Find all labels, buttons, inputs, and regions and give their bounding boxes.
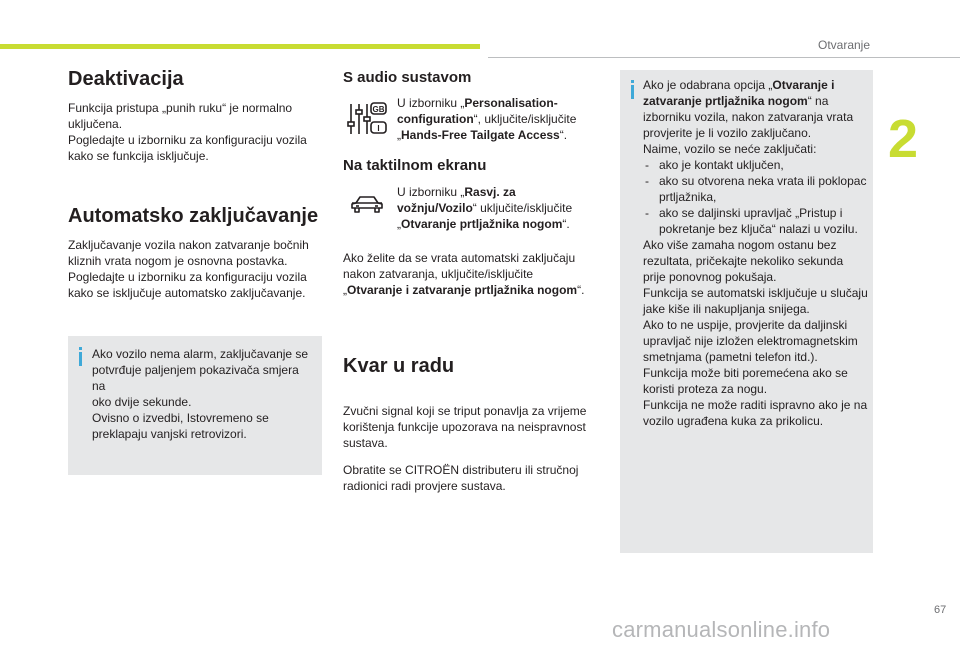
text-line: vozilo ugrađena kuka za prikolicu. xyxy=(643,414,824,428)
text-line: sustava. xyxy=(343,436,388,450)
text-line: koristi proteza za nogu. xyxy=(643,382,768,396)
text-line: Zaključavanje vozila nakon zatvaranje bočnih xyxy=(68,238,309,252)
text-line: prtljažnika, xyxy=(659,190,717,204)
text-line: radionici radi provjere sustava. xyxy=(343,479,506,493)
menu-name: configuration xyxy=(397,112,474,126)
list-item xyxy=(643,173,869,205)
option-name: Otvaranje prtljažnika nogom xyxy=(401,217,563,231)
text-fragment: „ xyxy=(397,128,401,142)
list-item xyxy=(643,157,869,173)
alarm-info-note xyxy=(68,336,322,475)
text-line: provjerite je li vozilo zaključano. xyxy=(643,126,812,140)
text-fragment: U izborniku „ xyxy=(397,185,465,199)
section-label: Otvaranje xyxy=(818,38,871,52)
fault-paragraph-2 xyxy=(343,462,603,494)
note-text xyxy=(92,346,312,442)
list-item xyxy=(643,205,869,237)
option-name: zatvaranje prtljažnika nogom xyxy=(643,94,808,108)
note-text xyxy=(643,77,869,429)
text-line: pokretanje bez ključa“ nalazi u vozilu. xyxy=(659,222,858,236)
text-line: upravljač nije izložen elektromagnetskim xyxy=(643,334,858,348)
option-name: Otvaranje i zatvaranje prtljažnika nogom xyxy=(347,283,578,297)
text-fragment: “. xyxy=(559,128,568,142)
text-fragment: „ xyxy=(343,283,347,297)
text-line: izborniku vozila, nakon zatvaranja vrata xyxy=(643,110,854,124)
deaktivacija-text xyxy=(68,100,318,164)
header-accent-bar xyxy=(0,44,480,49)
text-line: kliznih vrata nogom je osnovna postavka. xyxy=(68,254,288,268)
menu-name: vožnju/Vozilo xyxy=(397,201,473,215)
text-line: Funkcija može biti poremećena ako se xyxy=(643,366,848,380)
text-line: Pogledajte u izborniku za konfiguraciju vozila xyxy=(68,133,307,147)
chapter-number: 2 xyxy=(888,109,919,169)
menu-name: Personalisation- xyxy=(464,96,558,110)
text-fragment: “ na xyxy=(807,94,829,108)
settings-sliders-icon xyxy=(345,102,387,136)
text-fragment: “. xyxy=(562,217,570,231)
option-name: Hands-Free Tailgate Access xyxy=(401,128,560,142)
text-line: oko dvije sekunde. xyxy=(92,395,192,409)
header-rule xyxy=(488,57,960,58)
text-line: Funkcija pristupa „punih ruku“ je normalno xyxy=(68,101,293,115)
text-fragment: „ xyxy=(397,217,401,231)
text-line: - ako su otvorena neka vrata ili poklopac xyxy=(659,174,867,188)
condition-list xyxy=(643,157,869,237)
text-line: potvrđuje paljenjem pokazivača smjera na xyxy=(92,363,299,393)
text-line: - ako je kontakt uključen, xyxy=(659,158,784,172)
audio-system-title: S audio sustavom xyxy=(343,69,472,86)
info-icon xyxy=(76,347,84,366)
text-fragment: “ uključite/isključite xyxy=(472,201,573,215)
text-line: Zvučni signal koji se triput ponavlja za vrijeme xyxy=(343,404,587,418)
text-line: kako se isključuje automatsko zaključavanje. xyxy=(68,286,306,300)
text-line: - ako se daljinski upravljač „Pristup i xyxy=(659,206,843,220)
watermark: carmanualsonline.info xyxy=(612,617,831,642)
icon-badge-bottom: I xyxy=(377,124,380,133)
auto-lock-title: Automatsko zaključavanje xyxy=(68,205,319,227)
text-line: Funkcija ne može raditi ispravno ako je na xyxy=(643,398,868,412)
text-line: korištenja funkcije upozorava na neispravnost xyxy=(343,420,586,434)
car-icon xyxy=(349,193,385,217)
fault-title: Kvar u radu xyxy=(343,355,455,377)
text-fragment: U izborniku „ xyxy=(397,96,465,110)
text-line: nakon zatvaranja, uključite/isključite xyxy=(343,267,534,281)
audio-menu-instructions xyxy=(397,95,587,143)
text-line: Obratite se CITROËN distributeru ili stručnoj xyxy=(343,463,579,477)
text-line: Ako to ne uspije, provjerite da daljinski xyxy=(643,318,848,332)
text-line: Funkcija se automatski isključuje u slučaju xyxy=(643,286,868,300)
info-icon xyxy=(628,80,636,99)
foot-opening-info-note xyxy=(620,70,873,553)
text-line: kako se funkcija isključuje. xyxy=(68,149,209,163)
text-line: uključena. xyxy=(68,117,123,131)
text-line: smetnjama (pametni telefon itd.). xyxy=(643,350,818,364)
text-line: preklapaju vanjski retrovizori. xyxy=(92,427,247,441)
touch-screen-title: Na taktilnom ekranu xyxy=(343,157,487,174)
auto-lock-text xyxy=(68,237,318,301)
text-line: jake kiše ili nakupljanja snijega. xyxy=(643,302,810,316)
deaktivacija-title: Deaktivacija xyxy=(68,68,184,90)
text-line: rezultata, pričekajte nekoliko sekunda xyxy=(643,254,844,268)
text-line: Pogledajte u izborniku za konfiguraciju vozila xyxy=(68,270,307,284)
text-line: Ako želite da se vrata automatski zaključaju xyxy=(343,251,576,265)
text-fragment: “. xyxy=(577,283,585,297)
page-number: 67 xyxy=(934,604,947,616)
text-line: Ako vozilo nema alarm, zaključavanje se xyxy=(92,347,309,361)
text-line: Ako više zamaha nogom ostanu bez xyxy=(643,238,837,252)
text-line: Ovisno o izvedbi, Istovremeno se xyxy=(92,411,269,425)
icon-badge-top: GB xyxy=(372,105,385,114)
menu-name: Rasvj. za xyxy=(464,185,516,199)
text-line: Naime, vozilo se neće zaključati: xyxy=(643,142,817,156)
text-fragment: Ako je odabrana opcija „ xyxy=(643,78,773,92)
option-name: Otvaranje i xyxy=(772,78,835,92)
fault-paragraph-1 xyxy=(343,403,603,451)
text-line: prije ponovnog pokušaja. xyxy=(643,270,777,284)
auto-lock-paragraph xyxy=(343,250,603,298)
touch-menu-instructions xyxy=(397,184,587,232)
text-fragment: “, uključite/isključite xyxy=(473,112,577,126)
